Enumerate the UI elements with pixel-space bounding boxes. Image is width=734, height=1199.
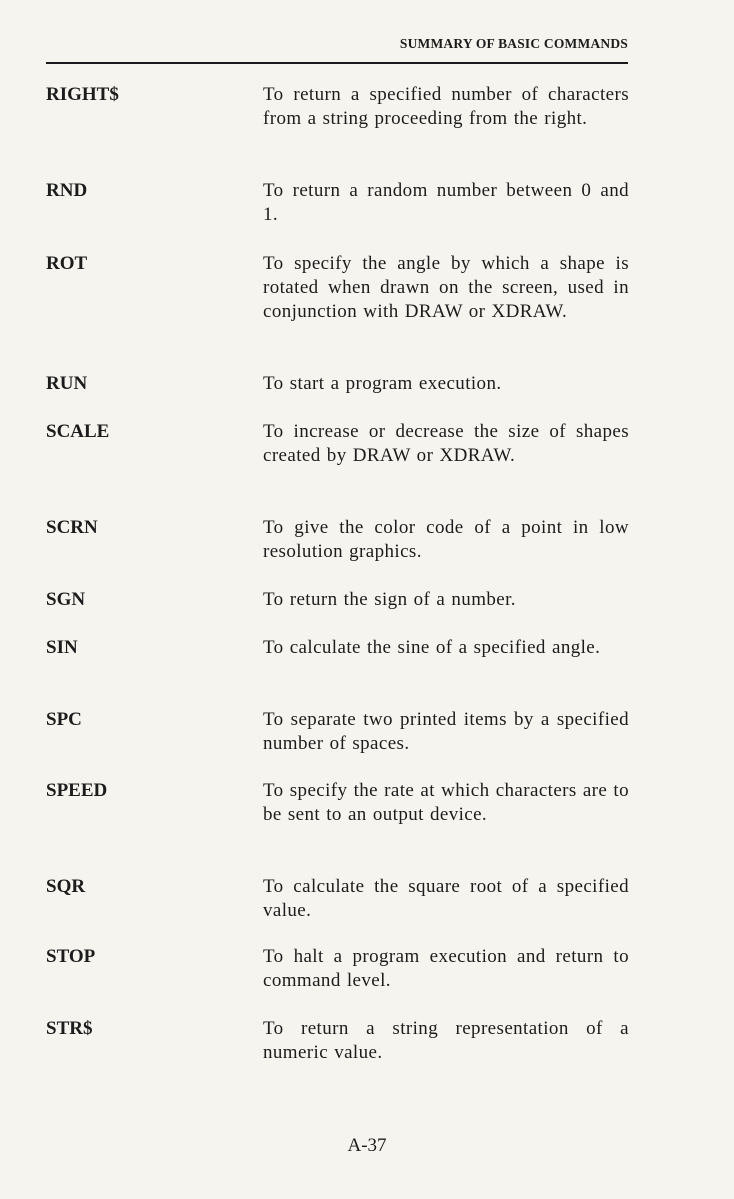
command-description: To calculate the square root of a specified value. xyxy=(263,876,629,921)
command-description: To specify the rate at which characters are to be sent to an output device. xyxy=(263,780,629,825)
command-description: To return a random number between 0 and 1. xyxy=(263,180,629,225)
command-name: SPC xyxy=(46,709,82,730)
command-description: To calculate the sine of a specified angle. xyxy=(263,637,601,658)
header-rule xyxy=(46,62,628,64)
command-name: SCALE xyxy=(46,421,110,442)
command-name: ROT xyxy=(46,253,88,274)
command-name: SCRN xyxy=(46,517,98,538)
command-description: To specify the angle by which a shape is rotated when drawn on the screen, used in conjunction with DRAW or XDRAW. xyxy=(263,253,629,322)
command-name: SPEED xyxy=(46,780,108,801)
running-header: SUMMARY OF BASIC COMMANDS xyxy=(399,36,628,51)
command-description: To halt a program execution and return to command level. xyxy=(263,946,629,991)
page-number: A-37 xyxy=(347,1135,387,1156)
command-name: SIN xyxy=(46,637,78,658)
command-description: To increase or decrease the size of shapes created by DRAW or XDRAW. xyxy=(263,421,629,466)
command-name: SQR xyxy=(46,876,86,897)
command-description: To return a string representation of a numeric value. xyxy=(263,1018,629,1063)
command-description: To start a program execution. xyxy=(263,373,502,394)
command-description: To separate two printed items by a specified number of spaces. xyxy=(263,709,629,754)
command-description: To give the color code of a point in low resolution graphics. xyxy=(263,517,629,562)
command-name: SGN xyxy=(46,589,86,610)
command-name: RIGHT$ xyxy=(46,84,119,105)
command-name: RUN xyxy=(46,373,88,394)
command-name: STOP xyxy=(46,946,96,967)
command-description: To return a specified number of characters from a string proceeding from the right. xyxy=(263,84,629,129)
command-description: To return the sign of a number. xyxy=(263,589,516,610)
command-name: STR$ xyxy=(46,1018,93,1039)
command-name: RND xyxy=(46,180,88,201)
